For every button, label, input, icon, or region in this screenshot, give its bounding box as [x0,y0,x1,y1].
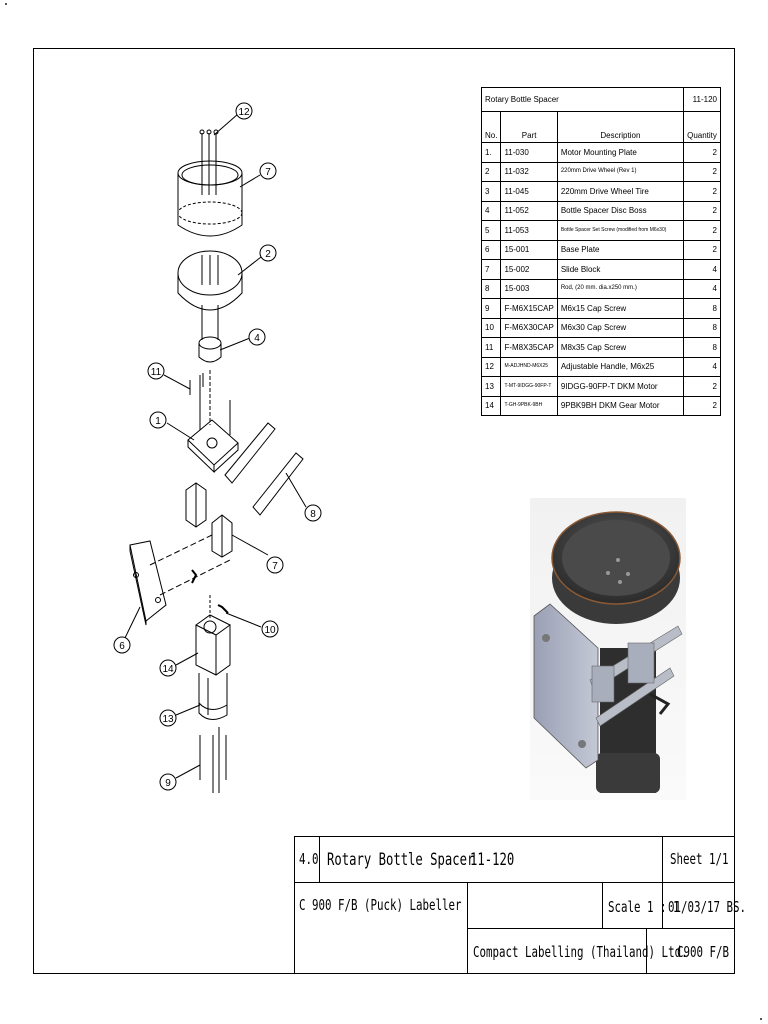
bom-title: Rotary Bottle Spacer [482,88,684,112]
base-plate [130,535,230,625]
bom-row [482,279,721,299]
bom-row [482,299,721,319]
bom-row [482,240,721,260]
bom-cell-description: 9PBK9BH DKM Gear Motor [557,396,683,416]
bom-header-description: Description [557,112,683,143]
bom-cell-description: Bottle Spacer Set Screw (modified from M6x30) [557,221,683,241]
bom-row [482,162,721,182]
bom-cell-description: 9IDGG-90FP-T DKM Motor [557,377,683,397]
balloon-13: 13 [162,714,174,725]
bom-cell-quantity: 4 [684,260,721,280]
drawing-date: 01/03/17 BS. [668,898,747,916]
bom-row [482,201,721,221]
drawing-code: 11-120 [470,850,515,870]
bom-row [482,318,721,338]
balloon-2: 2 [265,249,271,260]
balloon-4: 4 [254,333,260,344]
bom-cell-quantity: 8 [684,318,721,338]
bom-row [482,377,721,397]
bom-row [482,357,721,377]
cap-screws-m6x15 [190,373,203,395]
bom-cell-description: 220mm Drive Wheel (Rev 1) [557,162,683,182]
bom-row [482,221,721,241]
bom-cell-part: T-GH-9PBK-9BH [501,396,557,416]
blank-cell [467,882,603,929]
bom-cell-part: 15-003 [501,279,557,299]
title-block [294,836,747,974]
bom-cell-description: Bottle Spacer Disc Boss [557,201,683,221]
bom-cell-quantity: 2 [684,162,721,182]
motor-mounting-plate [188,370,238,472]
bom-cell-quantity: 2 [684,143,721,163]
bom-cell-description: 220mm Drive Wheel Tire [557,182,683,202]
bom-row [482,260,721,280]
bom-cell-quantity: 8 [684,299,721,319]
balloon-14: 14 [162,664,174,675]
drive-wheel-tire [178,161,242,236]
gear-motor [196,595,230,675]
bom-cell-no: 5 [482,221,501,241]
bom-title-row [482,88,721,112]
corner-mark [5,3,7,5]
assembly-render-image [530,498,686,800]
drawing-title: Rotary Bottle Spacer [327,850,475,870]
bom-cell-quantity: 2 [684,377,721,397]
bom-cell-no: 12 [482,357,501,377]
bom-cell-no: 14 [482,396,501,416]
bom-cell-part: T-MT-9IDGG-90FP-T [501,377,557,397]
bom-cell-part: 11-052 [501,201,557,221]
disc-boss [199,305,221,362]
bom-header-no: No. [482,112,501,143]
balloon-9: 11 [150,367,162,378]
drive-wheel [178,251,242,310]
drawing-scale: Scale 1 : 1 [608,898,680,916]
bom-header-row [482,112,721,143]
balloon-8: 8 [310,509,316,520]
bom-cell-description: Adjustable Handle, M6x25 [557,357,683,377]
bom-cell-quantity: 2 [684,240,721,260]
section-number: 4.0 [299,850,319,868]
bom-cell-part: F-M6X15CAP [501,299,557,319]
bom-cell-description: Slide Block [557,260,683,280]
leader-lines [124,114,306,778]
bom-cell-no: 3 [482,182,501,202]
bom-cell-no: 11 [482,338,501,358]
bom-cell-no: 13 [482,377,501,397]
balloon-12: 10 [264,625,276,636]
bom-cell-quantity: 2 [684,396,721,416]
rods [225,423,303,515]
bom-cell-part: 15-002 [501,260,557,280]
bom-cell-part: F-M6X30CAP [501,318,557,338]
balloon-1: 1 [155,416,161,427]
bom-body [482,143,721,416]
bom-cell-part: 11-032 [501,162,557,182]
bom-cell-no: 9 [482,299,501,319]
bom-cell-quantity: 2 [684,182,721,202]
sheet-number: Sheet 1/1 [670,850,729,868]
bom-header-quantity: Quantity [684,112,721,143]
bom-cell-no: 10 [482,318,501,338]
company-name: Compact Labelling (Thailand) Ltd. [473,943,688,961]
bom-cell-quantity: 8 [684,338,721,358]
corner-mark [760,1018,762,1020]
bom-cell-part: M-ADJHND-M6X25 [501,357,557,377]
bom-row [482,182,721,202]
bom-row [482,396,721,416]
balloon-11: 9 [165,778,171,789]
balloon-6: 6 [119,641,125,652]
bom-cell-quantity: 4 [684,357,721,377]
balloon-7: 7 [272,561,278,572]
bom-header-part: Part [501,112,557,143]
bom-cell-quantity: 2 [684,221,721,241]
bom-cell-description: M6x30 Cap Screw [557,318,683,338]
bom-cell-part: F-M8X35CAP [501,338,557,358]
bom-cell-no: 6 [482,240,501,260]
balloon-3: 7 [265,167,271,178]
bill-of-materials [481,87,721,416]
bom-code: 11-120 [684,88,721,112]
bom-cell-part: 11-045 [501,182,557,202]
bom-cell-description: M6x15 Cap Screw [557,299,683,319]
bom-cell-description: M8x35 Cap Screw [557,338,683,358]
balloon-10: 12 [238,107,250,118]
machine-name: C 900 F/B (Puck) Labeller [299,896,462,914]
cap-screws-m8x35 [200,727,226,793]
bom-row [482,338,721,358]
bom-row [482,143,721,163]
model-name: C900 F/B [677,943,730,961]
bom-cell-no: 8 [482,279,501,299]
bom-cell-no: 4 [482,201,501,221]
bom-cell-quantity: 4 [684,279,721,299]
bom-cell-part: 11-030 [501,143,557,163]
bom-cell-part: 11-053 [501,221,557,241]
balloons [114,103,321,790]
bom-cell-part: 15-001 [501,240,557,260]
bom-cell-no: 7 [482,260,501,280]
dkm-motor [199,673,227,720]
bom-cell-description: Rod, (20 mm. dia.x250 mm.) [557,279,683,299]
bom-cell-description: Base Plate [557,240,683,260]
bom-cell-quantity: 2 [684,201,721,221]
bom-cell-no: 1. [482,143,501,163]
slide-blocks [186,483,232,557]
bom-cell-description: Motor Mounting Plate [557,143,683,163]
exploded-assembly-diagram [100,95,330,810]
bom-cell-no: 2 [482,162,501,182]
